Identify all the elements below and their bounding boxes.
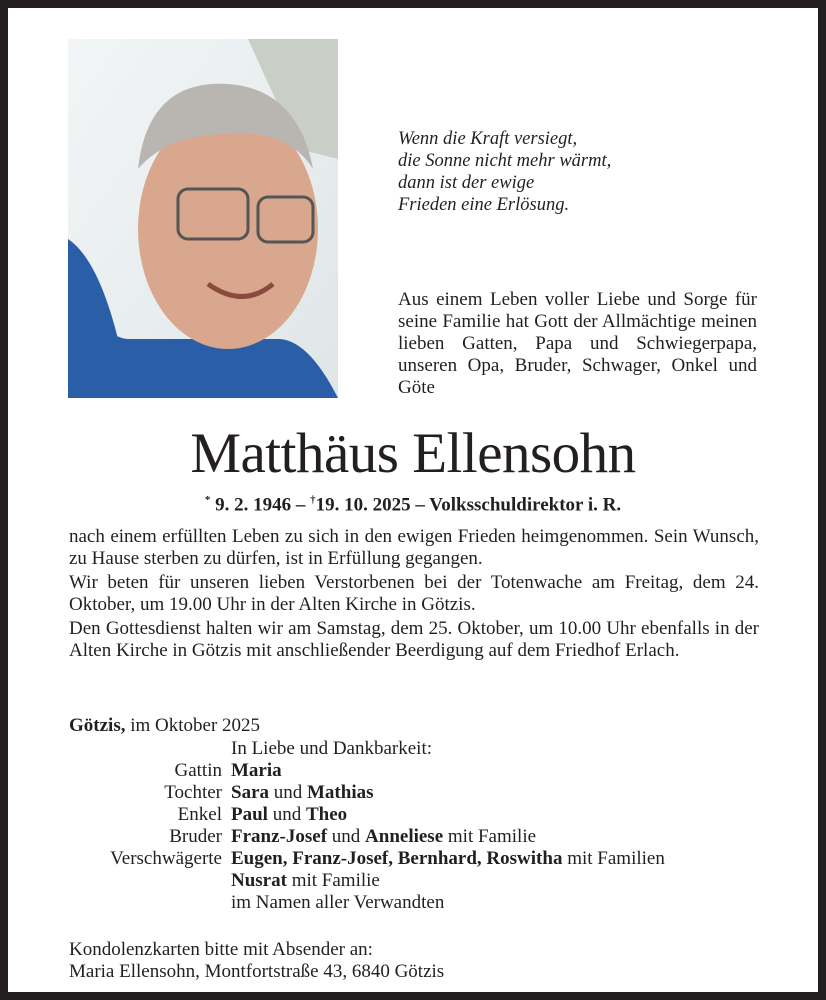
relation-label: Verschwägerte: [110, 848, 222, 869]
relative-name: Sara: [231, 782, 269, 803]
connector-text: mit Familie: [443, 826, 537, 847]
relation-label: [69, 892, 231, 914]
condolence-line: Maria Ellensohn, Montfortstraße 43, 6840 Götzis: [69, 961, 445, 982]
separator: –: [410, 494, 430, 516]
family-row: [69, 782, 665, 804]
place-date: [69, 715, 260, 737]
quote-line: die Sonne nicht mehr wärmt,: [398, 151, 612, 171]
relation-label: Bruder: [169, 826, 222, 847]
relation-names: [231, 870, 380, 892]
body-paragraph: Den Gottesdienst halten wir am Samstag, dem 25. Oktober, um 10.00 Uhr ebenfalls in der Alten Kirche in Götzis mit anschließender Beerdigung auf dem Friedhof Erlach.: [69, 618, 759, 661]
birth-date: 9. 2. 1946: [215, 494, 292, 516]
relative-name: Eugen, Franz-Josef, Bernhard, Roswitha: [231, 848, 563, 869]
condolence-line: Kondolenzkarten bitte mit Absender an:: [69, 939, 373, 960]
body-paragraph: nach einem erfüllten Leben zu sich in den ewigen Frieden heimgenommen. Sein Wunsch, zu Hause sterben zu dürfen, ist in Erfüllung gegangen.: [69, 526, 759, 569]
quote-line: Wenn die Kraft versiegt,: [398, 129, 578, 149]
quote-line: Frieden eine Erlösung.: [398, 195, 570, 215]
connector-text: und: [269, 782, 307, 803]
family-row: [69, 892, 665, 914]
deceased-name: Matthäus Ellensohn: [190, 422, 636, 485]
relation-label: [69, 870, 231, 892]
relation-names: [231, 848, 665, 870]
quote-line: dann ist der ewige: [398, 173, 535, 193]
death-symbol: †: [310, 494, 316, 506]
birth-symbol: *: [204, 494, 211, 506]
death-date: 19. 10. 2025: [315, 494, 411, 516]
family-row: [69, 848, 665, 870]
condolence-address: [69, 939, 444, 983]
separator: –: [291, 494, 311, 516]
family-list: [69, 738, 665, 914]
family-heading: In Liebe und Dankbarkeit:: [231, 738, 433, 759]
body-paragraph: Wir beten für unseren lieben Verstorbenen bei der Totenwache am Freitag, dem 24. Oktober, um 19.00 Uhr in der Alten Kirche in Götzis.: [69, 572, 759, 615]
family-row: [69, 804, 665, 826]
relative-name: Nusrat: [231, 870, 287, 891]
intro-paragraph: Aus einem Leben voller Liebe und Sorge für seine Familie hat Gott der Allmächtige meinen lieben Gatten, Papa und Schwiegerpapa, unseren Opa, Bruder, Schwager, Onkel und Göte: [398, 289, 757, 398]
obituary-page: [8, 8, 818, 992]
relative-name: Mathias: [307, 782, 374, 803]
relation-label: Gattin: [174, 760, 222, 781]
quote: [398, 128, 611, 216]
relation-label: Tochter: [164, 782, 222, 803]
town: Götzis,: [69, 715, 126, 736]
relative-name: Franz-Josef: [231, 826, 328, 847]
family-row: [69, 760, 665, 782]
body-text: [69, 526, 759, 664]
connector-text: mit Familien: [562, 848, 665, 869]
profession: Volksschuldirektor i. R.: [429, 494, 622, 516]
portrait-photo: [68, 39, 338, 398]
relation-names: [231, 892, 444, 914]
relative-name: Anneliese: [365, 826, 444, 847]
relative-name: Paul: [231, 804, 268, 825]
relative-name: Theo: [305, 804, 348, 825]
family-row: [69, 870, 665, 892]
relation-label: Enkel: [177, 804, 222, 825]
relative-name: Maria: [231, 760, 282, 781]
connector-text: und: [327, 826, 366, 847]
connector-text: mit Familie: [286, 870, 380, 891]
relation-names: [231, 782, 374, 804]
relation-names: [231, 760, 282, 782]
date: im Oktober 2025: [125, 715, 261, 736]
connector-text: im Namen aller Verwandten: [231, 892, 445, 913]
family-row: [69, 826, 665, 848]
life-dates: [8, 487, 818, 518]
connector-text: und: [267, 804, 306, 825]
relation-names: [231, 804, 347, 826]
relation-names: [231, 826, 536, 848]
